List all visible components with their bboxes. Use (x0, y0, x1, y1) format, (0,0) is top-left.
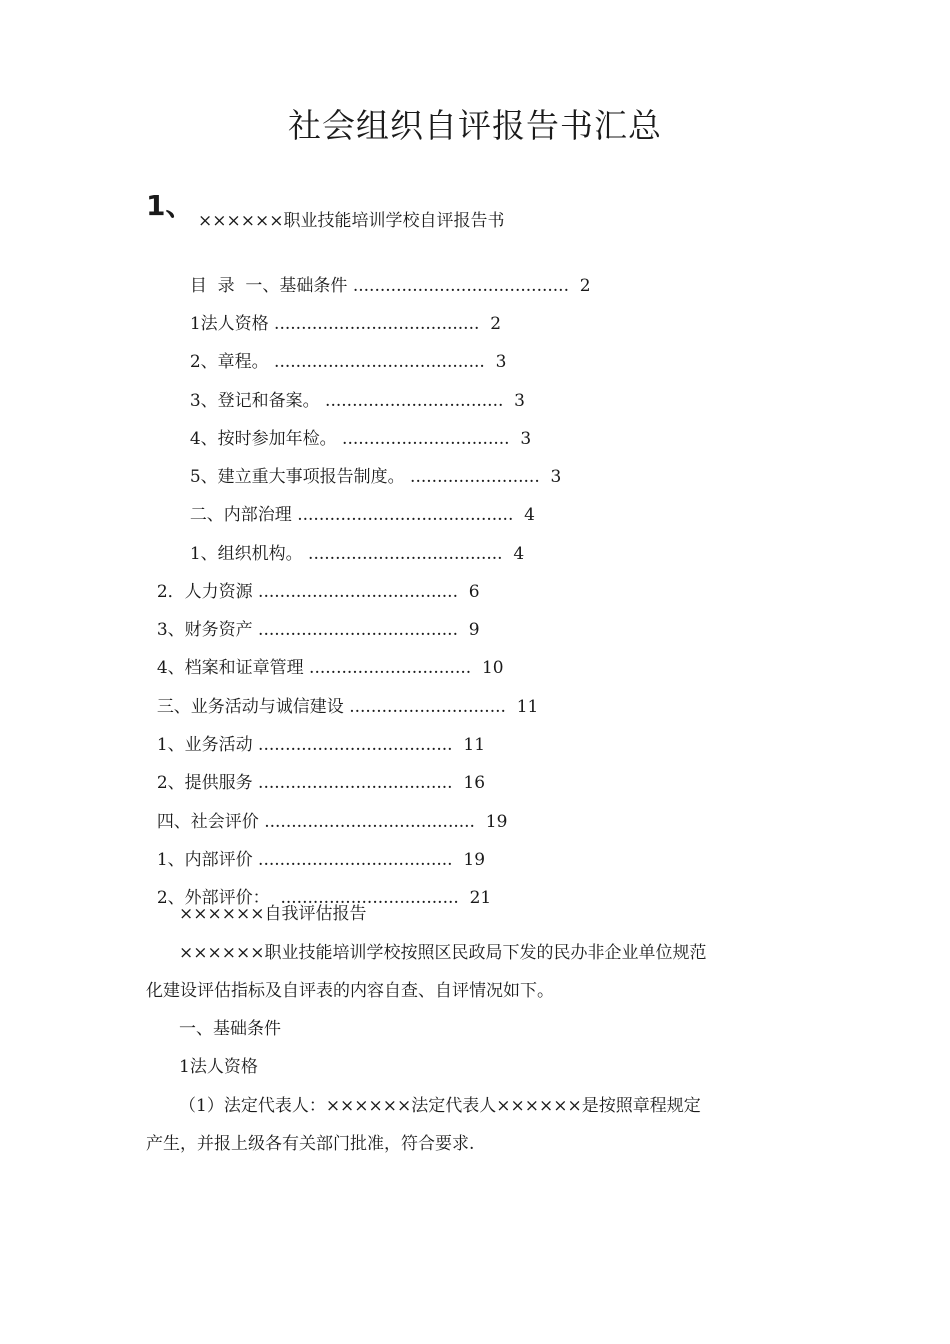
toc-page: 9 (458, 620, 480, 640)
toc-leader: ........................................ (291, 505, 514, 525)
toc-label: 2、提供服务 (156, 773, 253, 793)
toc-label: 1法人资格 (189, 314, 269, 334)
section-number: 1、 (146, 189, 194, 222)
toc-entry (179, 482, 535, 526)
toc-page: 16 (452, 773, 486, 793)
toc-leader: ........................ (404, 467, 540, 487)
toc-leader: ................................. (319, 391, 504, 411)
toc-leader: ................................. (269, 888, 459, 908)
report-subtitle: ××××××职业技能培训学校自评报告书 (198, 211, 505, 231)
toc-leader: ..................................... (252, 582, 458, 602)
report-heading: ××××××自我评估报告 (179, 904, 367, 924)
toc-page: 21 (458, 888, 492, 908)
toc-leader: ........................................ (347, 276, 569, 296)
toc-page: 3 (503, 391, 525, 411)
intro-paragraph-line: 化建设评估指标及自评表的内容自查、自评情况如下。 (146, 981, 554, 1001)
toc-page: 3 (539, 467, 562, 487)
toc-page: 19 (474, 812, 508, 832)
toc-label: 二、内部治理 (189, 505, 292, 525)
toc-label: 三、业务活动与诚信建设 (156, 697, 344, 717)
toc-page: 19 (452, 850, 486, 870)
toc-page: 10 (471, 658, 504, 678)
toc-leader: .................................... (302, 544, 503, 564)
toc-label: 1、业务活动 (156, 735, 253, 755)
toc-entry (179, 329, 506, 373)
toc-label: 5、建立重大事项报告制度。 (189, 467, 405, 487)
intro-paragraph-line: ××××××职业技能培训学校按照区民政局下发的民办非企业单位规范 (179, 943, 707, 963)
toc-leader: ....................................... (258, 812, 475, 832)
paragraph-line: 产生，并报上级各有关部门批准，符合要求. (146, 1134, 475, 1154)
toc-page: 11 (505, 697, 539, 717)
toc-page: 2 (479, 314, 502, 334)
toc-label: 2、章程。 (189, 352, 269, 372)
toc-label: 3、财务资产 (156, 620, 253, 640)
toc-page: 2 (569, 276, 591, 296)
toc-label: 2．人力资源 (156, 582, 253, 602)
toc-leader: ............................... (336, 429, 510, 449)
toc-leader: .................................... (252, 735, 453, 755)
toc-page: 4 (502, 544, 525, 564)
toc-page: 3 (484, 352, 507, 372)
subsection-heading: 1法人资格 (179, 1057, 258, 1077)
toc-label: 2、外部评价： (156, 888, 270, 908)
paragraph-line: （1）法定代表人：××××××法定代表人××××××是按照章程规定 (179, 1096, 701, 1116)
toc-leader: .................................... (252, 773, 453, 793)
toc-leader: ..................................... (252, 620, 458, 640)
toc-label: 4、档案和证章管理 (156, 658, 304, 678)
toc-entry (146, 750, 485, 794)
toc-leader: .................................... (252, 850, 453, 870)
toc-label: 4、按时参加年检。 (189, 429, 337, 449)
page-title: 社会组织自评报告书汇总 (288, 106, 662, 145)
toc-label: 四、社会评价 (156, 812, 259, 832)
toc-label: 3、登记和备案。 (189, 391, 320, 411)
toc-page: 11 (452, 735, 486, 755)
toc-label: 1、内部评价 (156, 850, 253, 870)
toc-leader: .............................. (303, 658, 472, 678)
toc-label: 目 录 一、基础条件 (189, 276, 348, 296)
toc-page: 4 (513, 505, 535, 525)
section-heading: 一、基础条件 (179, 1019, 281, 1039)
toc-leader: ....................................... (268, 352, 485, 372)
toc-page: 6 (458, 582, 480, 602)
toc-leader: ...................................... (268, 314, 480, 334)
toc-leader: ............................. (343, 697, 506, 717)
toc-entry (146, 635, 504, 679)
toc-page: 3 (509, 429, 532, 449)
toc-label: 1、组织机构。 (189, 544, 303, 564)
